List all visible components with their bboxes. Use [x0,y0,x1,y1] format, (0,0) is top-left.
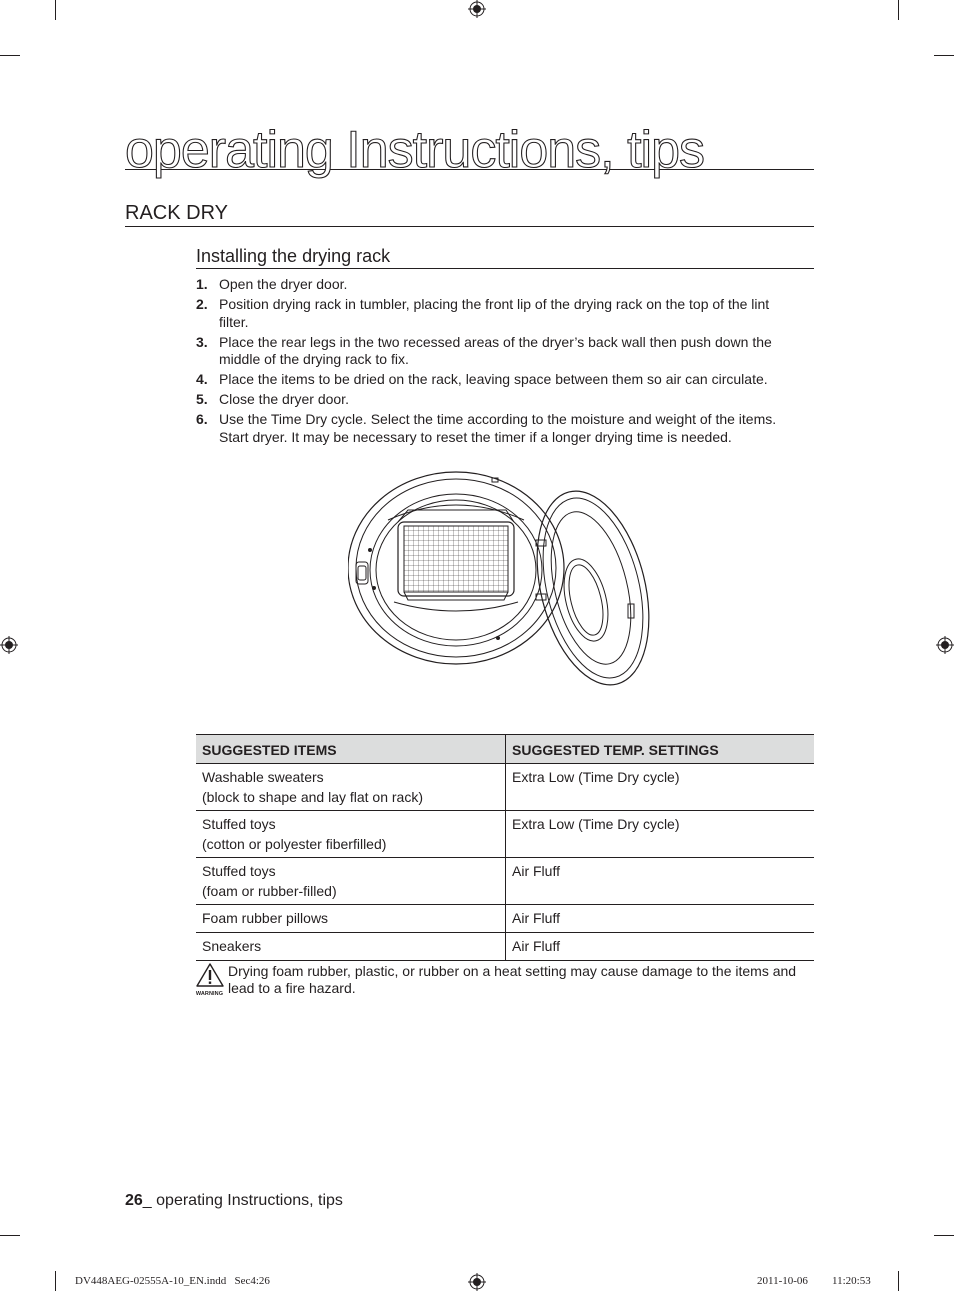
setting-cell: Air Fluff [506,905,815,933]
step-text: Close the dryer door. [219,391,349,407]
slug-time: 11:20:53 [832,1275,871,1287]
slug-file: DV448AEG-02555A-10_EN.indd Sec4:26 [75,1275,270,1287]
crop-mark [0,1235,20,1236]
item-name: Washable sweaters [202,769,324,785]
page-number: 26 [125,1192,143,1209]
setting-cell: Air Fluff [506,858,815,905]
table-row [196,905,814,933]
item-cell [196,811,506,858]
item-cell [196,933,506,961]
crop-mark [0,55,20,56]
dryer-rack-illustration [348,470,654,696]
registration-mark-icon [0,636,18,654]
table-row [196,858,814,905]
slug-date: 2011-10-06 [757,1275,808,1287]
table-row [196,933,814,961]
step-number: 3. [196,333,208,350]
column-header: SUGGESTED TEMP. SETTINGS [506,735,815,764]
crop-mark [55,0,56,20]
step-number: 1. [196,276,208,292]
crop-mark [934,1235,954,1236]
step-item [196,371,802,389]
crop-mark [898,1271,899,1291]
setting-cell: Air Fluff [506,933,815,961]
crop-mark [934,55,954,56]
setting-cell: Extra Low (Time Dry cycle) [506,764,815,811]
item-note: (cotton or polyester fiberfilled) [202,836,387,852]
item-cell [196,858,506,905]
step-text: Use the Time Dry cycle. Select the time according to the moisture and weight of the items. Start dryer. It may be necessary to reset the timer if a longer drying time is needed. [219,411,777,445]
item-name: Foam rubber pillows [202,910,329,926]
footer-label: _ operating Instructions, tips [142,1192,343,1209]
step-number: 2. [196,296,208,312]
instruction-steps [196,276,802,449]
table-row [196,811,814,858]
section-title: RACK DRY [125,201,814,227]
crop-mark [55,1271,56,1291]
step-item [196,391,802,409]
item-cell [196,905,506,933]
crop-mark [898,0,899,20]
item-note: (foam or rubber-filled) [202,883,337,899]
item-cell [196,764,506,811]
item-note: (block to shape and lay flat on rack) [202,789,424,805]
suggested-settings-table [196,734,814,961]
step-number: 4. [196,371,208,387]
step-item [196,296,802,331]
item-name: Stuffed toys [202,816,276,832]
item-name: Sneakers [202,938,262,954]
registration-mark-icon [468,0,486,18]
registration-mark-icon [468,1273,486,1291]
item-name: Stuffed toys [202,863,276,879]
page-footer [125,1191,343,1211]
step-item [196,334,802,369]
table-header-row [196,735,814,764]
step-number: 5. [196,391,208,407]
page-title: operating Instructions, tips [125,118,814,170]
step-item [196,411,802,446]
step-text: Position drying rack in tumbler, placing the front lip of the drying rack on the top of the lint filter. [219,296,770,330]
setting-cell: Extra Low (Time Dry cycle) [506,811,815,858]
step-number: 6. [196,411,208,427]
table-row [196,764,814,811]
column-header: SUGGESTED ITEMS [196,735,506,764]
step-text: Place the rear legs in the two recessed areas of the dryer’s back wall then push down the middle of the drying rack to fix. [219,333,772,367]
registration-mark-icon [936,636,954,654]
step-text: Open the dryer door. [219,276,348,292]
step-text: Place the items to be dried on the rack, leaving space between them so air can circulate. [219,371,768,387]
warning-text: Drying foam rubber, plastic, or rubber on a heat setting may cause damage to the items and lead to a fire hazard. [228,963,797,996]
subsection-title: Installing the drying rack [196,245,814,269]
step-item [196,276,802,294]
warning-icon-label: WARNING [195,991,224,997]
